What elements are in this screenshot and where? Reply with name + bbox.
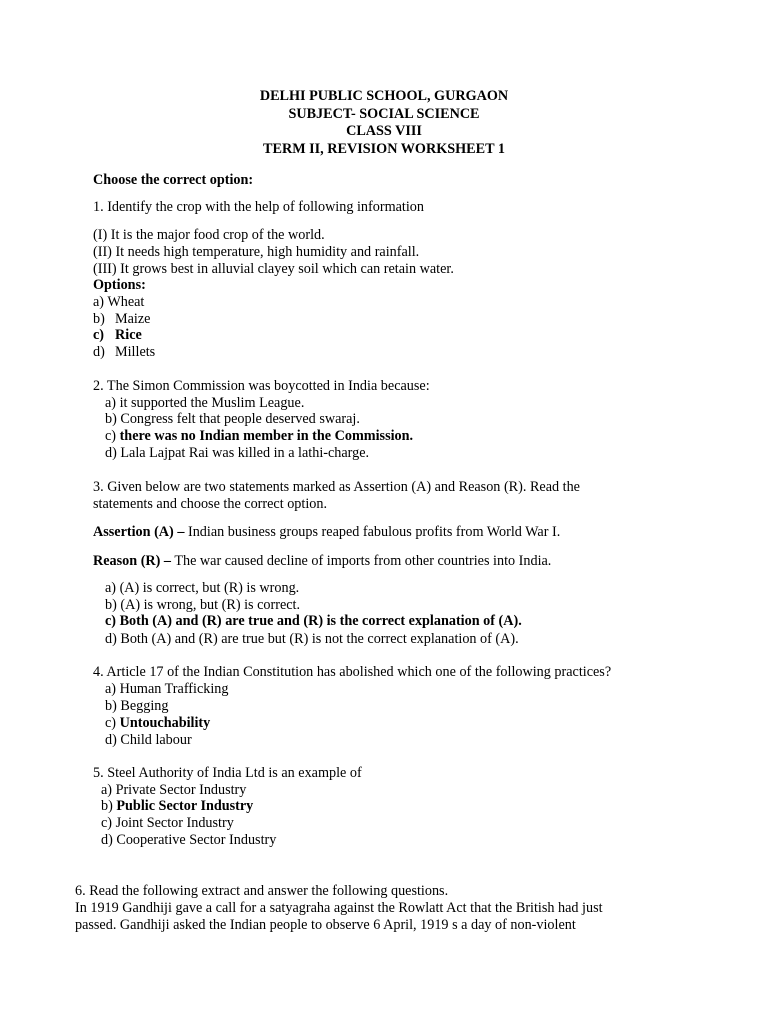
q1-options-heading: Options: <box>93 277 146 293</box>
school-name: DELHI PUBLIC SCHOOL, GURGAON <box>259 88 509 104</box>
q3-reason <box>93 553 551 570</box>
option-text: Millets <box>115 344 156 360</box>
q3-question-line-2: statements and choose the correct option. <box>93 496 328 512</box>
q3-option-d: d) Both (A) and (R) are true but (R) is not the correct explanation of (A). <box>105 631 519 647</box>
q3-option-b: b) (A) is wrong, but (R) is correct. <box>105 597 301 613</box>
option-label: b) <box>93 311 105 327</box>
reason-text: The war caused decline of imports from other countries into India. <box>171 553 552 569</box>
q1-option-a <box>93 294 144 311</box>
option-text: Rice <box>115 327 142 343</box>
q4-option-b: b) Begging <box>105 698 169 714</box>
option-label: c) <box>93 327 105 343</box>
assertion-text: Indian business groups reaped fabulous profits from World War I. <box>184 524 561 540</box>
q3-assertion <box>93 524 560 541</box>
term-title: TERM II, REVISION WORKSHEET 1 <box>263 140 505 157</box>
q2-option-b: b) Congress felt that people deserved swaraj. <box>105 411 360 427</box>
q2-option-d: d) Lala Lajpat Rai was killed in a lathi-charge. <box>105 445 370 461</box>
q5-question: 5. Steel Authority of India Ltd is an example of <box>93 765 362 781</box>
option-label: d) <box>93 344 105 360</box>
q1-clue-2: (II) It needs high temperature, high humidity and rainfall. <box>93 244 420 260</box>
reason-label: Reason (R) – <box>93 553 172 569</box>
q3-option-a: a) (A) is correct, but (R) is wrong. <box>105 580 300 596</box>
q1-option-c-answer <box>93 327 142 344</box>
option-label: b) <box>101 798 113 814</box>
class-title: CLASS VIII <box>346 123 422 139</box>
q1-option-d <box>93 344 155 361</box>
assertion-label: Assertion (A) – <box>93 524 185 540</box>
option-text: Wheat <box>107 294 145 310</box>
q5-option-c: c) Joint Sector Industry <box>101 815 234 831</box>
subject-title: SUBJECT- SOCIAL SCIENCE <box>288 105 480 122</box>
q3-option-c-answer: c) Both (A) and (R) are true and (R) is the correct explanation of (A). <box>105 613 522 629</box>
q6-extract-line-1: In 1919 Gandhiji gave a call for a satyagraha against the Rowlatt Act that the British had just <box>75 900 603 916</box>
q6-extract-line-2: passed. Gandhiji asked the Indian people to observe 6 April, 1919 s a day of non-violent <box>75 917 576 933</box>
q2-question: 2. The Simon Commission was boycotted in India because: <box>93 378 430 394</box>
worksheet-header <box>0 88 768 158</box>
q5-answer-text: Public Sector Industry <box>116 798 254 814</box>
option-label: a) <box>93 294 105 310</box>
q2-answer-text: there was no Indian member in the Commission. <box>119 428 414 444</box>
q2-option-c <box>105 428 413 445</box>
option-text: Maize <box>115 311 151 327</box>
q4-question: 4. Article 17 of the Indian Constitution has abolished which one of the following practices? <box>93 664 612 680</box>
q1-clue-1: (I) It is the major food crop of the world. <box>93 227 325 243</box>
q1-clue-3: (III) It grows best in alluvial clayey soil which can retain water. <box>93 261 454 277</box>
q5-option-d: d) Cooperative Sector Industry <box>101 832 277 848</box>
option-label: c) <box>105 428 117 444</box>
q4-option-c <box>105 715 210 732</box>
q2-option-a: a) it supported the Muslim League. <box>105 395 305 411</box>
q5-option-a: a) Private Sector Industry <box>101 782 247 798</box>
q1-question: 1. Identify the crop with the help of following information <box>93 199 424 215</box>
q4-option-d: d) Child labour <box>105 732 192 748</box>
option-label: c) <box>105 715 117 731</box>
q6-question: 6. Read the following extract and answer the following questions. <box>75 883 449 899</box>
q4-option-a: a) Human Trafficking <box>105 681 229 697</box>
q5-option-b <box>101 798 253 815</box>
q3-question-line-1: 3. Given below are two statements marked as Assertion (A) and Reason (R). Read the <box>93 479 580 495</box>
q1-option-b <box>93 311 150 328</box>
q4-answer-text: Untouchability <box>119 715 211 731</box>
section-heading: Choose the correct option: <box>93 172 254 188</box>
